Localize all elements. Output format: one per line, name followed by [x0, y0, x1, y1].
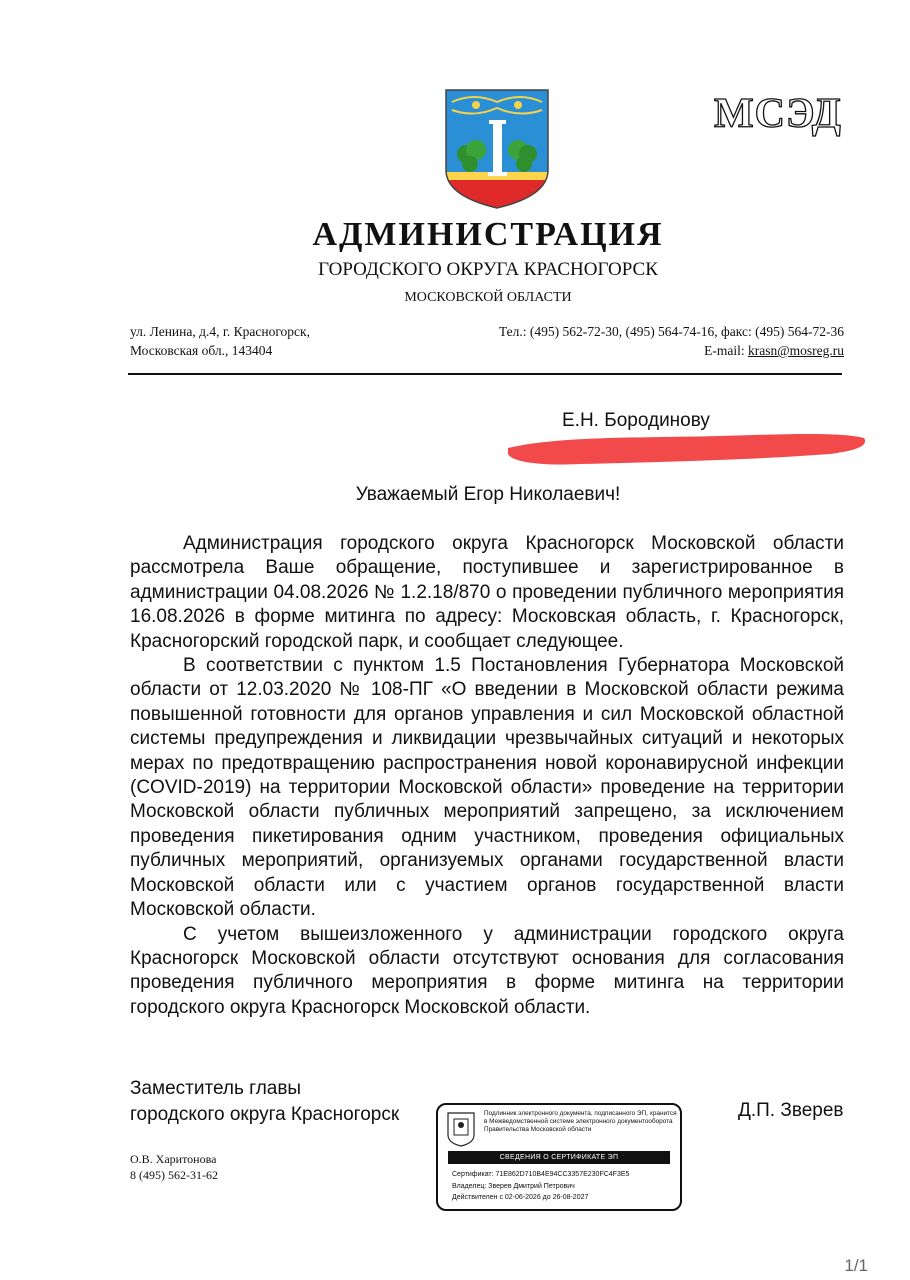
signatory-name: Д.П. Зверев: [738, 1100, 844, 1121]
contacts-block: [499, 322, 844, 360]
position-line: Заместитель главы: [130, 1078, 302, 1099]
owner-line: Владелец: Зверев Дмитрий Петрович: [452, 1182, 575, 1190]
redaction-mark: [500, 424, 870, 468]
organization-subtitle: ГОРОДСКОГО ОКРУГА КРАСНОГОРСК: [318, 259, 658, 280]
address-line: ул. Ленина, д.4, г. Красногорск,: [130, 324, 310, 339]
body-paragraph: С учетом вышеизложенного у администрации городского округа Красногорск Московской области отсутствуют основания для согласования проведения публичного мероприятия в форме митинга на территории городского округа Красногорск Московской области.: [130, 923, 844, 1018]
stamp-header: СВЕДЕНИЯ О СЕРТИФИКАТЕ ЭП: [448, 1151, 670, 1164]
page-number: 1/1: [844, 1256, 868, 1275]
address-line: Московская обл., 143404: [130, 343, 273, 358]
coat-of-arms-emblem: [444, 88, 550, 210]
email-label: E-mail:: [704, 343, 748, 358]
phone-line: Тел.: (495) 562-72-30, (495) 564-74-16, факс: (495) 564-72-36: [498, 324, 844, 339]
executor-name: О.В. Харитонова: [130, 1152, 217, 1166]
email-link[interactable]: krasn@mosreg.ru: [747, 343, 844, 358]
position-line: городского округа Красногорск: [130, 1104, 400, 1125]
executor-phone: 8 (495) 562-31-62: [130, 1167, 218, 1182]
address-block: [130, 322, 310, 360]
organization-region: МОСКОВСКОЙ ОБЛАСТИ: [404, 290, 572, 305]
stamp-notice: Подлинник электронного документа, подписанного ЭП, хранится в Межведомственной системе электронного документооборота Правительства Московской области: [484, 1110, 677, 1134]
header-divider: [128, 373, 842, 375]
msed-mark: МСЭД: [714, 91, 842, 137]
e-signature-stamp: [436, 1103, 682, 1211]
recipient-name: Е.Н. Бородинову: [562, 410, 710, 431]
signatory-position: [130, 1076, 399, 1128]
stamp-details: [452, 1169, 629, 1204]
email-line: [499, 341, 844, 360]
body-paragraph: Администрация городского округа Красногорск Московской области рассмотрела Ваше обращение, поступившее и зарегистрированное в администрации 04.08.2026 № 1.2.18/870 о проведении публичного мероприятия 16.08.2026 в форме митинга по адресу: Московская область, г. Красногорск, Красногорский городской парк, и сообщает следующее.: [130, 533, 844, 652]
body-paragraph: В соответствии с пунктом 1.5 Постановления Губернатора Московской области от 12.03.2020 № 108-ПГ «О введении в Московской области режима повышенной готовности для органов управления и сил Московской областной системы предупреждения и ликвидации чрезвычайных ситуаций и некоторых мерах по предотвращению распространения новой коронавирусной инфекции (COVID-2019) на территории Московской области» проведение на территории Московской области публичных мероприятий запрещено, за исключением проведения пикетирования одним участником, проведения официальных публичных мероприятий, организуемых органами государственной власти Московской области или с участием органов государственной власти Московской области.: [130, 655, 844, 921]
region-emblem-icon: [446, 1111, 476, 1147]
validity-line: Действителен с 02-06-2026 до 26-08-2027: [452, 1194, 589, 1201]
greeting: Уважаемый Егор Николаевич!: [355, 484, 621, 505]
executor-block: [130, 1152, 218, 1183]
letter-body: [130, 532, 844, 1020]
organization-title: АДМИНИСТРАЦИЯ: [312, 216, 664, 253]
certificate-line: Сертификат: 71E862D710B4E94CC3357E230FC4F3E5: [452, 1171, 630, 1178]
